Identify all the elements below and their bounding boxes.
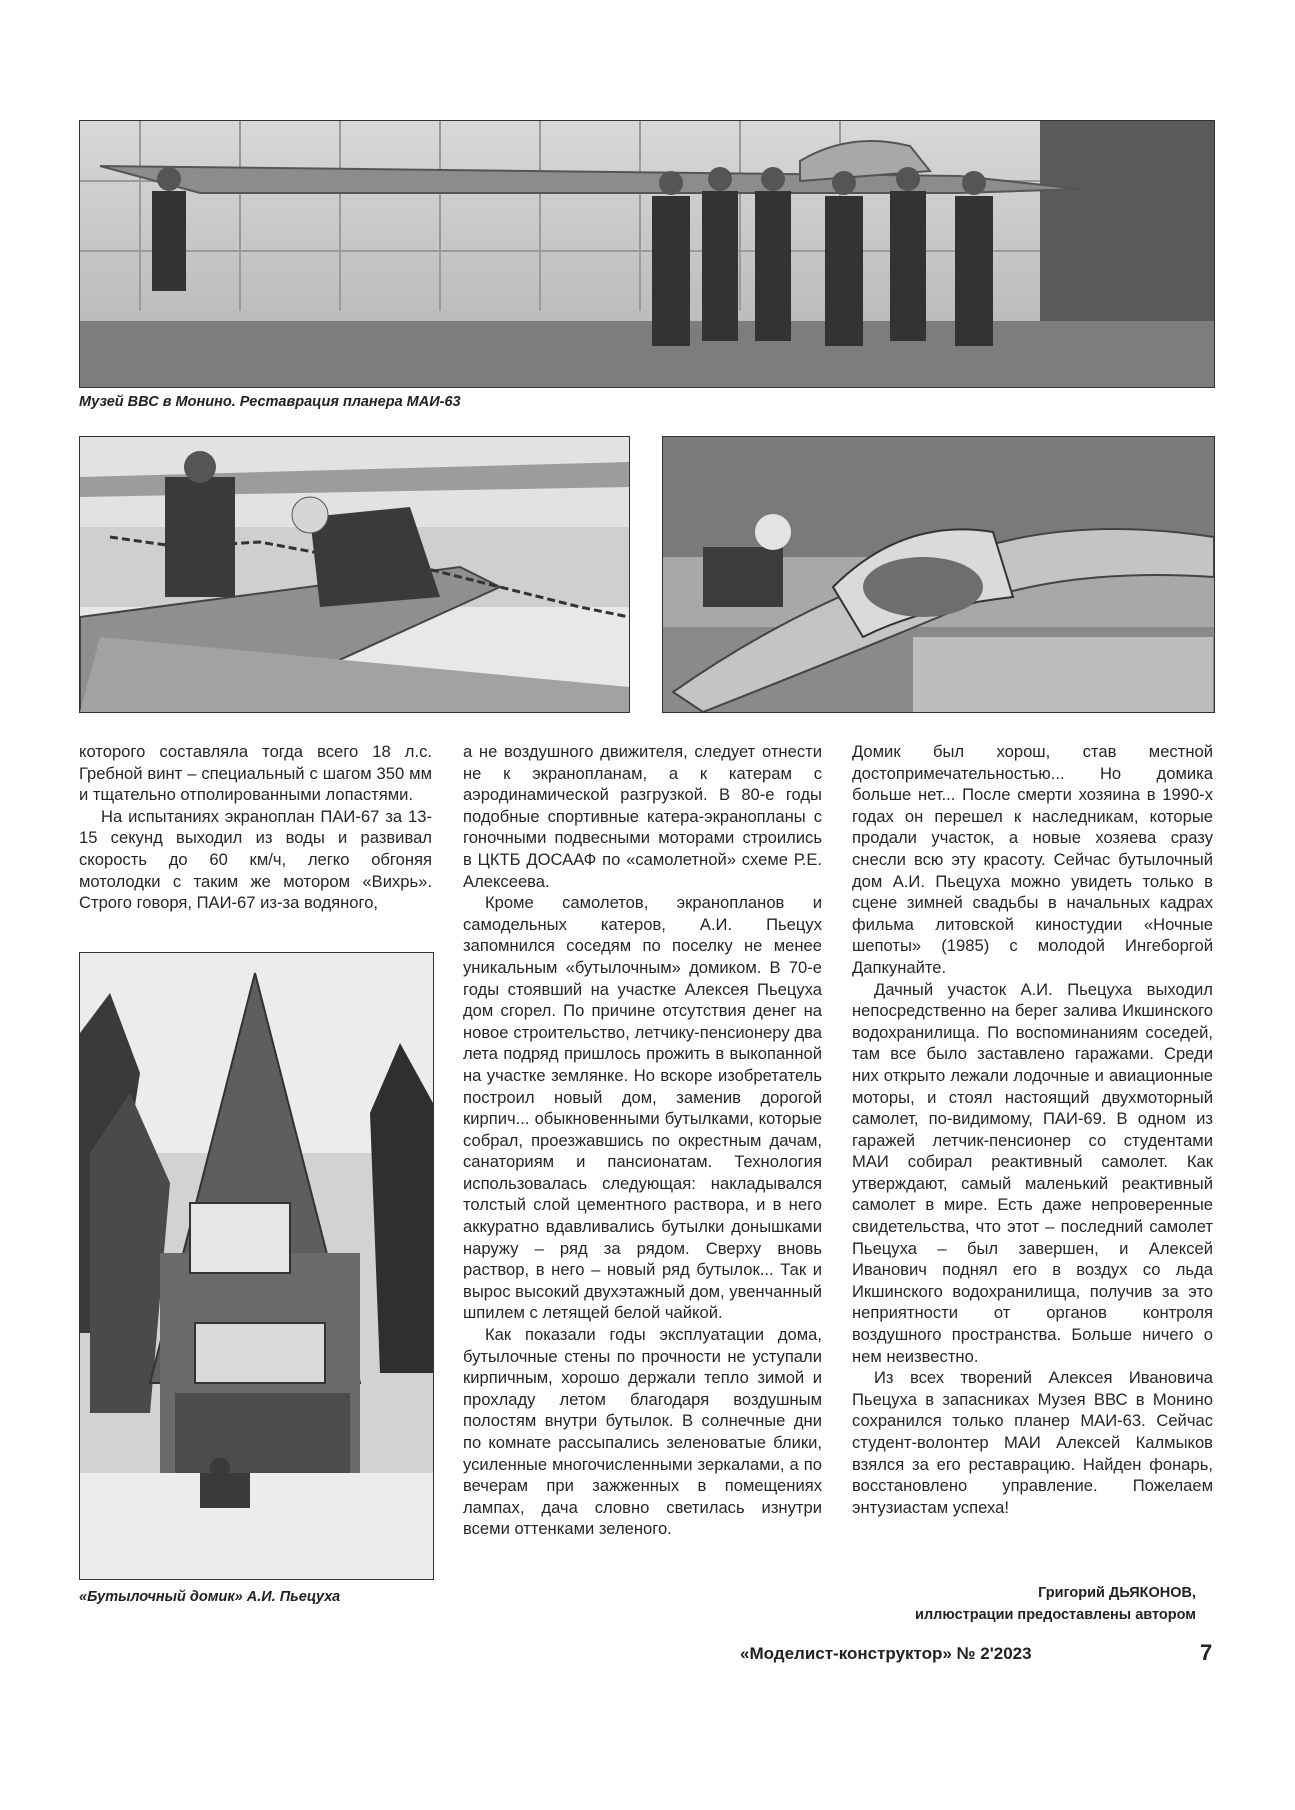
article-column-3 [852, 741, 1213, 1518]
paragraph: которого составляла тогда всего 18 л.с. Гребной винт – специальный с шагом 350 мм и тщательно отполированными лопастями. [79, 742, 432, 805]
paragraph: На испытаниях экраноплан ПАИ-67 за 13-15 секунд выходил из воды и развивал скорость до 60 км/ч, легко обгоняя мотолодки с таким же мотором «Вихрь». Строго говоря, ПАИ-67 из-за водяного, [79, 806, 432, 913]
caption-museum: Музей ВВС в Монино. Реставрация планера МАИ-63 [79, 394, 461, 410]
photo-bottle-house [79, 952, 434, 1580]
caption-bottle-house: «Бутылочный домик» А.И. Пьецуха [79, 1589, 341, 1605]
paragraph: Из всех творений Алексея Ивановича Пьецуха в запасниках Музея ВВС в Монино сохранился только планер МАИ-63. Сейчас студент-волонтер МАИ Алексей Калмыков взялся за его реставрацию. Найден фонарь, восстановлено управление. Пожелаем энтузиастам успеха! [852, 1368, 1213, 1517]
author-name: Григорий ДЬЯКОНОВ, [1038, 1585, 1196, 1601]
magazine-footer: «Моделист-конструктор» № 2'2023 [740, 1644, 1032, 1663]
page-number: 7 [1200, 1640, 1213, 1665]
photo-glider-restoration [79, 120, 1215, 388]
paragraph: Как показали годы эксплуатации дома, бутылочные стены по прочности не уступали кирпичным, хорошо держали тепло зимой и прохладу летом благодаря воздушным полостям внутри бутылок. В солнечные дни по комнате рассыпались зеленоватые блики, усиленные многочисленными зеркалами, а по вечерам при зажженных в помещениях лампах, дача словно светилась изнутри всеми оттенками зеленого. [463, 1325, 822, 1539]
author-signature [915, 1582, 1196, 1626]
article-column-2 [463, 741, 822, 1540]
article-column-1 [79, 741, 432, 914]
paragraph: Кроме самолетов, экранопланов и самодельных катеров, А.И. Пьецух запомнился соседям по поселку не менее уникальным «бутылочным» домиком. В 70-е годы стоявший на участке Алексея Пьецуха дом сгорел. По причине отсутствия денег на новое строительство, летчику-пенсионеру два лета подряд пришлось прожить в выкопанной на участке землянке. Но вскоре изобретатель построил новый дом, заменив дорогой кирпич... обыкновенными бутылками, которые собрал, проезжавшись по окрестным дачам, санаториям и пансионатам. Технология использовалась следующая: накладывался толстый слой цементного раствора, и в него аккуратно вдавливались бутылки донышками наружу – ряд за рядом. Сверху вновь раствор, в него – новый ряд бутылок... Так и вырос высокий двухэтажный дом, увенчанный шпилем с летящей белой чайкой. [463, 893, 822, 1323]
photo-glider-cockpit [662, 436, 1215, 713]
paragraph: а не воздушного движителя, следует отнести не к экранопланам, а к катерам с аэродинамической разгрузкой. В 80-е годы подобные спортивные катера-экранопланы с гоночными подвесными моторами строились в ЦКТБ ДОСААФ по «самолетной» схеме Р.Е. Алексеева. [463, 742, 822, 891]
author-credit: иллюстрации предоставлены автором [915, 1607, 1196, 1623]
photo-glider-inspection [79, 436, 630, 713]
paragraph: Домик был хорош, став местной достопримечательностью... Но домика больше нет... После смерти хозяина в 1990-х годах он перешел к наследникам, которые продали участок, а новые хозяева сразу снесли всю эту красоту. Сейчас бутылочный дом А.И. Пьецуха можно увидеть только в сцене зимней свадьбы в начальных кадрах фильма литовской киностудии «Ночные шепоты» (1985) с молодой Ингеборгой Дапкунайте. [852, 742, 1213, 977]
paragraph: Дачный участок А.И. Пьецуха выходил непосредственно на берег залива Икшинского водохранилища. По воспоминаниям соседей, там все было заставлено гаражами. Среди них открыто лежали лодочные и авиационные моторы, и стоял настоящий двухмоторный самолет, по-видимому, ПАИ-69. В одном из гаражей летчик-пенсионер со студентами МАИ собирал реактивный самолет. Как утверждают, самый маленький реактивный самолет в мире. Есть даже непроверенные свидетельства, что этот – последний самолет Пьецуха – был завершен, и Алексей Иванович поднял его в воздух со льда Икшинского водохранилища, получив за это неприятности от органов контроля воздушного пространства. Больше ничего о нем неизвестно. [852, 979, 1213, 1366]
